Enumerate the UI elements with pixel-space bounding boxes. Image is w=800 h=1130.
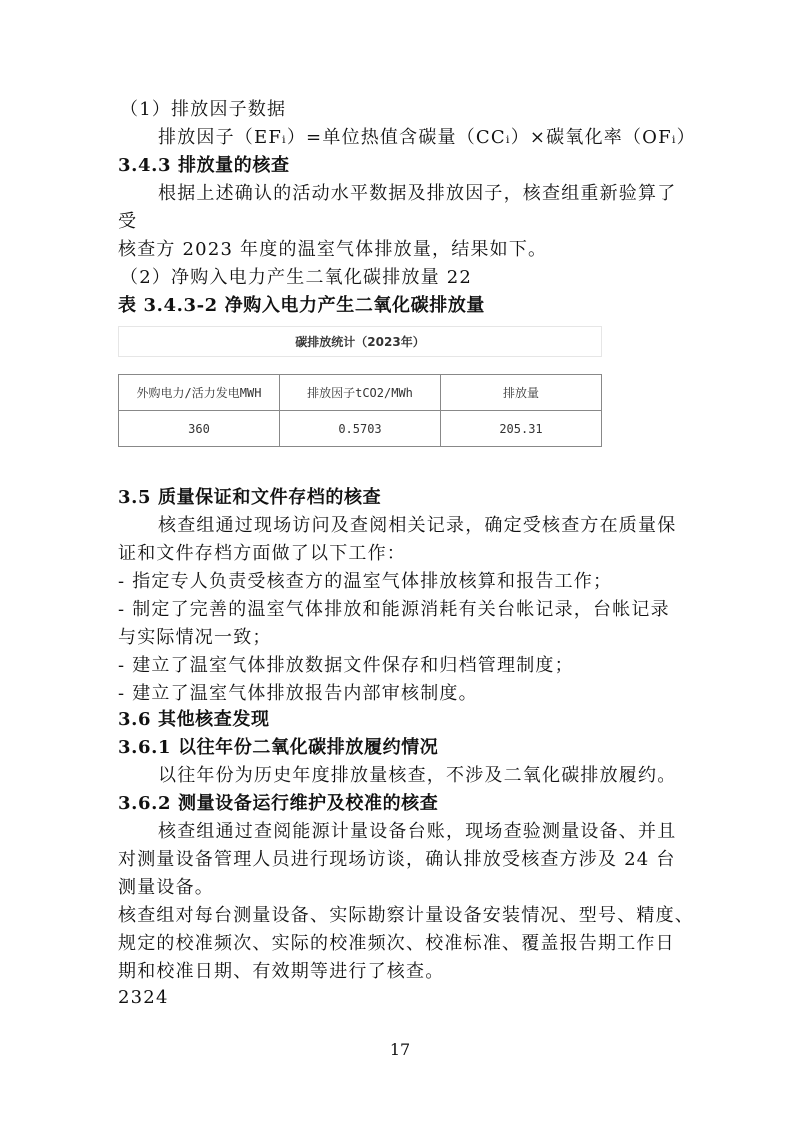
paragraph-line: 测量设备。 <box>118 877 214 898</box>
paragraph-line: 以往年份为历史年度排放量核查，不涉及二氧化碳排放履约。 <box>158 765 677 786</box>
table-cell: 205.31 <box>441 411 602 447</box>
subsection-label-electricity: （2）净购入电力产生二氧化碳排放量 22 <box>120 267 473 288</box>
paragraph-line: 根据上述确认的活动水平数据及排放因子，核查组重新验算了 <box>158 183 677 204</box>
bullet-item: - 制定了完善的温室气体排放和能源消耗有关台帐记录，台帐记录 <box>118 599 670 620</box>
header-cell: 排放因子tCO2/MWh <box>280 375 441 411</box>
paragraph-line: 证和文件存档方面做了以下工作： <box>118 543 406 564</box>
bullet-item: - 指定专人负责受核查方的温室气体排放核算和报告工作； <box>118 571 613 592</box>
table-caption: 碳排放统计（2023年） <box>118 326 602 356</box>
header-cell: 外购电力/活力发电MWH <box>119 375 280 411</box>
table-header-row <box>119 375 602 411</box>
heading-3-5: 3.5 质量保证和文件存档的核查 <box>118 487 382 508</box>
heading-3-6-2: 3.6.2 测量设备运行维护及校准的核查 <box>118 793 439 814</box>
table-cell: 0.5703 <box>280 411 441 447</box>
heading-3-6-1: 3.6.1 以往年份二氧化碳排放履约情况 <box>118 737 439 758</box>
bullet-item: - 建立了温室气体排放报告内部审核制度。 <box>118 683 478 704</box>
emission-table <box>118 326 602 450</box>
paragraph-line: 核查组通过查阅能源计量设备台账，现场查验测量设备、并且 <box>158 821 677 842</box>
emission-data-grid <box>118 374 602 447</box>
paragraph-line: 受 <box>118 211 138 232</box>
paragraph-line: 核查方 2023 年度的温室气体排放量，结果如下。 <box>118 239 548 260</box>
paragraph-line: 核查组对每台测量设备、实际勘察计量设备安装情况、型号、精度、 <box>118 905 694 926</box>
table-cell: 360 <box>119 411 280 447</box>
paragraph-line: 期和校准日期、有效期等进行了核查。 <box>118 961 445 982</box>
bullet-item: - 建立了温室气体排放数据文件保存和归档管理制度； <box>118 655 574 676</box>
stray-number: 2324 <box>118 987 169 1008</box>
heading-3-6: 3.6 其他核查发现 <box>118 709 270 730</box>
paragraph-line: 核查组通过现场访问及查阅相关记录，确定受核查方在质量保 <box>158 515 677 536</box>
paragraph-line: 规定的校准频次、实际的校准频次、校准标准、覆盖报告期工作日 <box>118 933 675 954</box>
heading-3-4-3: 3.4.3 排放量的核查 <box>118 155 290 176</box>
page-number: 17 <box>389 1040 411 1059</box>
bullet-continuation: 与实际情况一致； <box>118 627 272 648</box>
table-row <box>119 411 602 447</box>
header-cell: 排放量 <box>441 375 602 411</box>
table-divider <box>118 356 602 357</box>
emission-factor-formula: 排放因子（EFᵢ）=单位热值含碳量（CCᵢ）×碳氧化率（OFᵢ） <box>158 127 696 148</box>
paragraph-line: 对测量设备管理人员进行现场访谈，确认排放受核查方涉及 24 台 <box>118 849 676 870</box>
table-title: 表 3.4.3-2 净购入电力产生二氧化碳排放量 <box>118 295 486 316</box>
subsection-label-emission-factor: （1）排放因子数据 <box>120 99 287 120</box>
